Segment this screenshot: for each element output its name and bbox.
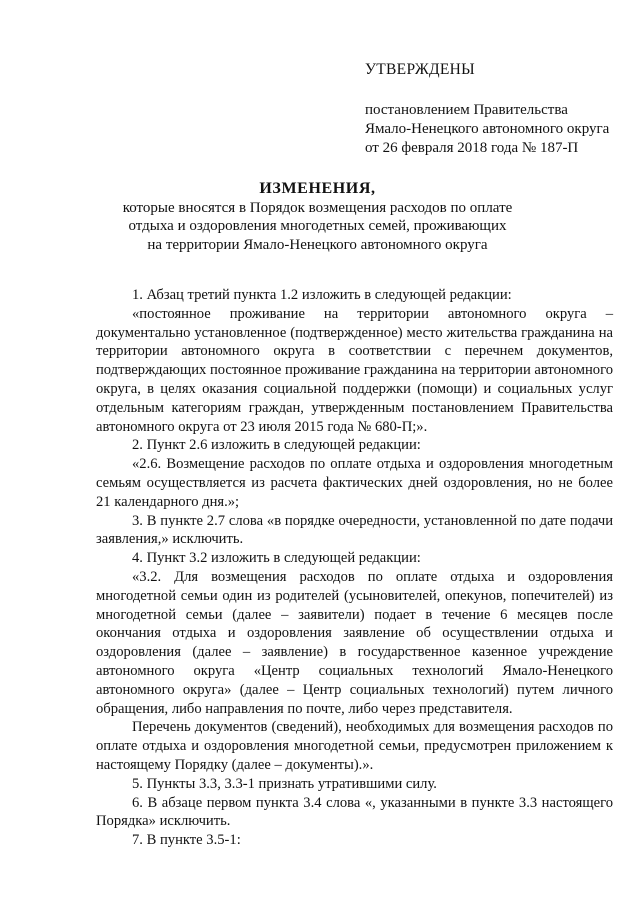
document-title: ИЗМЕНЕНИЯ, <box>259 180 376 197</box>
paragraph-item-5: 5. Пункты 3.3, 3.3-1 признать утратившими силу. <box>132 775 437 792</box>
approval-heading: УТВЕРЖДЕНЫ <box>365 61 475 78</box>
paragraph-quote-4: «3.2. Для возмещения расходов по оплате отдыха и оздоровления многодетной семьи один из родителей (усыновителей, опекунов, попечителей) из многодетной семьи (далее – заявители) подает в течение 6 месяцев после окончания отдыха и оздоровления заявление об осуществлении отдыха и оздоровления (далее – заявление) в государственное казенное учреждение автономного округа «Центр социальных технологий Ямало-Ненецкого автономного округа» (далее – Центр социальных технологий) путем личного обращения, либо направления по почте, либо через представителя. <box>96 568 613 717</box>
document-subtitle-line: которые вносятся в Порядок возмещения расходов по оплате <box>122 199 513 216</box>
approval-line: постановлением Правительства <box>365 102 568 118</box>
document-subtitle-line: на территории Ямало-Ненецкого автономного округа <box>147 236 488 253</box>
document-body <box>96 286 613 850</box>
paragraph-quote-2: «2.6. Возмещение расходов по оплате отдыха и оздоровления многодетным семьям осуществляется из расчета фактических дней оздоровления, но не более 21 календарного дня.»; <box>96 456 613 510</box>
paragraph-quote-1: «постоянное проживание на территории автономного округа – документально установленное (подтвержденное) место жительства гражданина на территории автономного округа в соответствии с перечнем документов, подтверждающих постоянное проживание гражданина на территории автономного округа, в целях оказания социальной поддержки (помощи) и социальных услуг отдельным категориям граждан, утвержденным постановлением Правительства автономного округа от 23 июля 2015 года № 680-П;». <box>96 305 614 435</box>
approval-block <box>365 60 625 158</box>
paragraph-item-6: 6. В абзаце первом пункта 3.4 слова «, указанными в пункте 3.3 настоящего Порядка» исключить. <box>96 794 613 830</box>
approval-line: Ямало-Ненецкого автономного округа <box>365 121 610 137</box>
paragraph-item-7: 7. В пункте 3.5-1: <box>132 832 241 849</box>
paragraph-quote-4-cont: Перечень документов (сведений), необходимых для возмещения расходов по оплате отдыха и оздоровления многодетной семьи, предусмотрен приложением к настоящему Порядку (далее – документы).». <box>96 719 613 773</box>
document-title-block <box>70 180 565 254</box>
approval-line: от 26 февраля 2018 года № 187-П <box>365 140 579 156</box>
paragraph-item-1: 1. Абзац третий пункта 1.2 изложить в следующей редакции: <box>132 287 512 303</box>
paragraph-item-4: 4. Пункт 3.2 изложить в следующей редакции: <box>132 550 421 567</box>
document-subtitle-line: отдыха и оздоровления многодетных семей, проживающих <box>128 218 507 234</box>
paragraph-item-3: 3. В пункте 2.7 слова «в порядке очередности, установленной по дате подачи заявления,» исключить. <box>96 512 613 548</box>
paragraph-item-2: 2. Пункт 2.6 изложить в следующей редакции: <box>132 437 421 454</box>
